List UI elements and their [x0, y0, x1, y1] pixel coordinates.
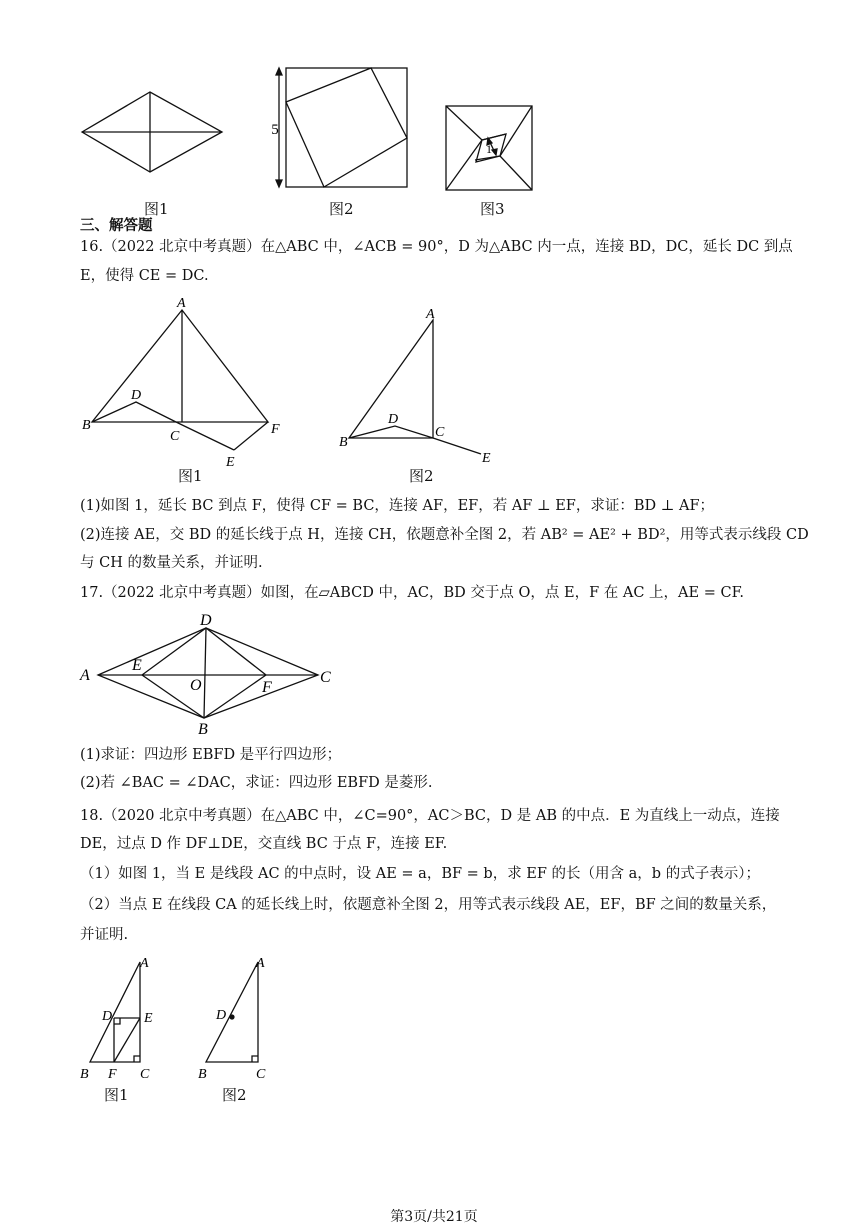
q16-fig1-label-A: A — [177, 296, 186, 311]
q16-fig2-label-D: D — [388, 412, 399, 427]
q18-fig2-label-C: C — [256, 1067, 266, 1082]
top-figure-square-with-inner-square — [268, 62, 414, 192]
q17-label-E: E — [132, 657, 142, 674]
q18-fig1-label-C: C — [140, 1067, 150, 1082]
q18-fig1-label-D: D — [102, 1009, 113, 1024]
section-title: 三、解答题 — [80, 217, 153, 234]
q16-fig2-label-A: A — [426, 307, 435, 322]
q16-part2-line2: 与 CH 的数量关系，并证明. — [80, 555, 263, 571]
q16-part2-line1: (2)连接 AE，交 BD 的延长线于点 H，连接 CH，依题意补全图 2，若 AB² = AE² + BD²，用等式表示线段 CD — [80, 527, 809, 543]
top-fig2-caption: 图2 — [329, 200, 354, 218]
top-fig3-caption: 图3 — [480, 200, 505, 218]
q18-part2-line2: 并证明. — [80, 927, 129, 943]
q16-fig1-label-C: C — [170, 429, 180, 444]
q18-line2: DE，过点 D 作 DF⊥DE，交直线 BC 于点 F，连接 EF. — [80, 836, 448, 852]
q18-fig1-label-E: E — [144, 1011, 153, 1026]
q17-label-C: C — [320, 669, 331, 686]
q18-fig1-label-A: A — [140, 956, 149, 971]
q18-fig2-label-D: D — [216, 1008, 227, 1023]
fig2-side-label: 5 — [271, 122, 279, 138]
page-footer: 第3页/共21页 — [390, 1209, 478, 1225]
q18-fig2-caption: 图2 — [222, 1086, 247, 1104]
q18-fig2-label-A: A — [256, 956, 265, 971]
q17-figure — [74, 608, 344, 738]
q16-line1: 16.（2022 北京中考真题）在△ABC 中，∠ACB = 90°，D 为△ABC 内一点，连接 BD，DC，延长 DC 到点 — [80, 239, 793, 255]
q18-figure2 — [194, 950, 284, 1086]
q17-line1: 17.（2022 北京中考真题）如图，在▱ABCD 中，AC，BD 交于点 O，点 E，F 在 AC 上，AE = CF. — [80, 585, 744, 601]
q17-label-D: D — [200, 612, 212, 629]
q18-part2-line1: （2）当点 E 在线段 CA 的延长线上时，依题意补全图 2，用等式表示线段 AE，EF，BF 之间的数量关系， — [80, 897, 777, 913]
q17-part1: (1)求证：四边形 EBFD 是平行四边形； — [80, 747, 342, 763]
q16-part1: (1)如图 1，延长 BC 到点 F，使得 CF = BC，连接 AF，EF，若 AF ⊥ EF，求证：BD ⊥ AF； — [80, 498, 715, 514]
q18-line1: 18.（2020 北京中考真题）在△ABC 中，∠C=90°，AC＞BC，D 是 AB 的中点．E 为直线上一动点，连接 — [80, 808, 780, 824]
top-figure-rhombus — [70, 90, 230, 180]
top-fig1-caption: 图1 — [144, 200, 169, 218]
q17-label-A: A — [80, 667, 90, 684]
q18-fig2-label-B: B — [198, 1067, 207, 1082]
q17-label-F: F — [262, 679, 272, 696]
q16-fig1-caption: 图1 — [178, 467, 203, 485]
q18-fig1-caption: 图1 — [104, 1086, 129, 1104]
q16-fig1-label-B: B — [82, 418, 91, 433]
q16-fig1-label-F: F — [271, 422, 280, 437]
q17-label-B: B — [198, 721, 208, 738]
q18-fig1-label-F: F — [108, 1067, 117, 1082]
q16-figure2 — [335, 302, 505, 468]
q16-line2: E，使得 CE = DC. — [80, 268, 209, 284]
q16-fig2-label-E: E — [482, 451, 491, 466]
q16-figure1 — [78, 296, 288, 472]
q16-fig2-label-C: C — [435, 425, 445, 440]
fig3-label: 1 — [486, 142, 492, 156]
q16-fig2-label-B: B — [339, 435, 348, 450]
q18-fig1-label-B: B — [80, 1067, 89, 1082]
q17-part2: (2)若 ∠BAC = ∠DAC，求证：四边形 EBFD 是菱形. — [80, 775, 433, 791]
q16-fig1-label-D: D — [131, 388, 142, 403]
q18-figure1 — [76, 950, 166, 1086]
q17-label-O: O — [190, 677, 202, 694]
q16-fig2-caption: 图2 — [409, 467, 434, 485]
q16-fig1-label-E: E — [226, 455, 235, 470]
top-figure-pinwheel-square — [440, 100, 540, 195]
q18-part1: （1）如图 1，当 E 是线段 AC 的中点时，设 AE = a，BF = b，求 EF 的长（用含 a，b 的式子表示）； — [80, 866, 760, 882]
